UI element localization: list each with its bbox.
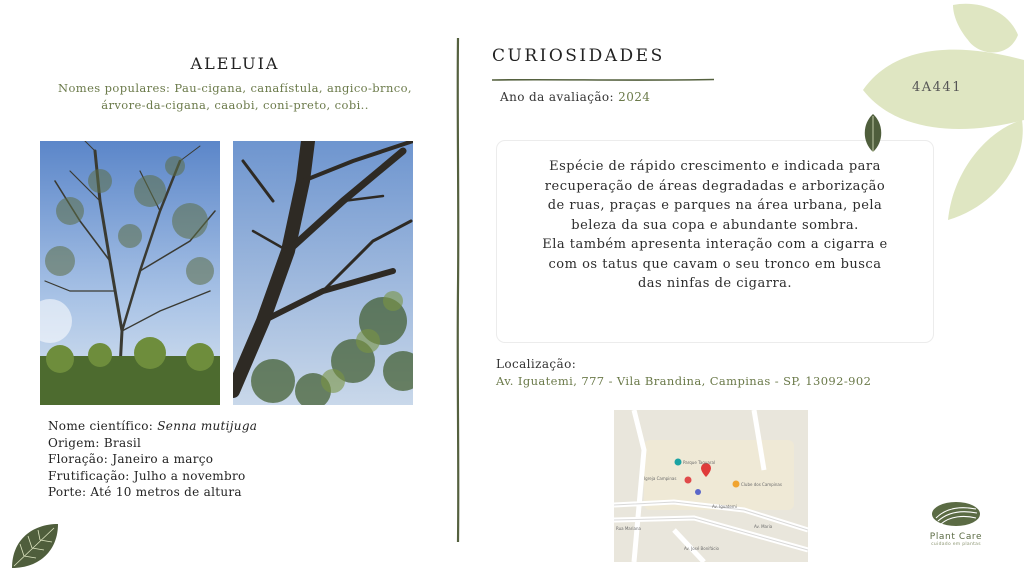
map-label: Parque Taquaral [683,460,716,465]
year-label: Ano da avaliação: [500,90,619,104]
tree-photo-canopy [40,141,220,405]
description-line: Ela também apresenta interação com a cigarra e [542,237,888,252]
map-label: Clube dos Campinas [741,482,782,487]
location-address: Av. Iguatemi, 777 - Vila Brandina, Campinas - SP, 13092-902 [496,374,872,388]
description-line: das ninfas de cigarra. [637,276,793,291]
location-label: Localização: [496,357,577,371]
fact-size: Porte: Até 10 metros de altura [48,485,242,499]
plant-care-logo-icon [930,500,982,528]
description-line: recuperação de áreas degradadas e arborização [544,178,886,194]
map-label: Av. Iguatemi [712,504,737,509]
description-line: de ruas, praças e parques na área urbana, pela [547,198,883,213]
location-map[interactable] [614,410,808,562]
description-line: com os tatus que cavam o seu tronco em busca [548,256,882,272]
specimen-code: 4A441 [912,80,962,95]
map-label: Av. José Bonifácio [684,546,719,551]
fact-origin: Origem: Brasil [48,435,142,450]
map-label: Igreja Campinas [644,476,677,481]
description-line: Espécie de rápido crescimento e indicada para [549,159,881,174]
popular-names-line-2: árvore-da-cigana, caaobi, coni-preto, cobi.. [101,98,369,112]
leaf-icon [8,520,60,572]
popular-names-line-1: Nomes populares: Pau-cigana, canafístula, angico-brnco, [58,81,412,95]
species-title: ALELUIA [190,54,280,73]
brand-name: Plant Care [929,532,983,542]
title-underline [492,68,714,74]
curiosities-title: CURIOSIDADES [492,46,665,66]
evaluation-year [500,90,650,104]
popular-names [28,80,442,114]
scientific-name-value: Senna mutijuga [157,419,258,433]
brand-logo [920,500,992,556]
fact-scientific-name: Nome científico: Senna mutijuga [48,419,258,433]
year-value: 2024 [618,90,651,104]
tree-photo-trunk [233,141,413,405]
fact-flowering: Floração: Janeiro a março [48,452,214,466]
map-label: Av. Maria [754,524,773,529]
vertical-divider [455,38,461,542]
description-line: beleza da sua copa e abundante sombra. [571,217,859,233]
map-label: Rua Mariana [616,526,641,531]
brand-tagline: cuidado em plantas [931,542,981,547]
leaf-icon [862,112,884,154]
species-facts [48,418,257,501]
fact-fruiting: Frutificação: Julho a novembro [48,468,246,483]
